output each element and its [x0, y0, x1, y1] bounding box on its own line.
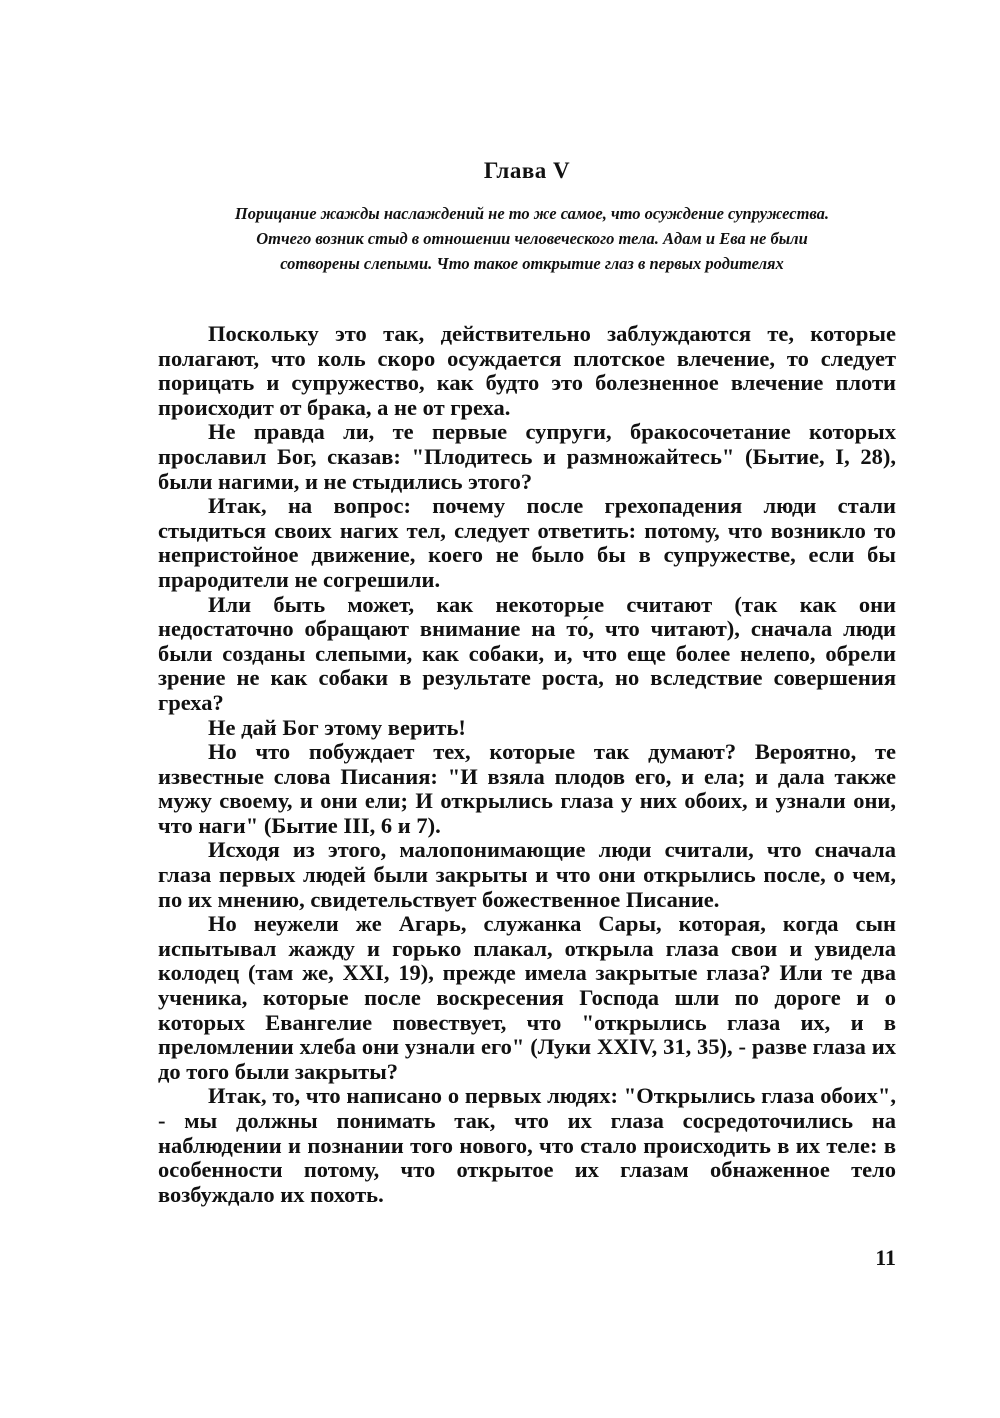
paragraph: Поскольку это так, действительно заблуждаются те, которые полагают, что коль скоро осуждается плотское влечение, то следует порицать и супружество, как будто это болезненное влечение плоти происходит от брака, а не от греха. [158, 321, 896, 420]
paragraph: Итак, на вопрос: почему после грехопадения люди стали стыдиться своих нагих тел, следует ответить: потому, что возникло то непристойное движение, коего не было бы в супружестве, если бы прародители не согрешили. [158, 493, 896, 592]
chapter-summary: Порицание жажды наслаждений не то же самое, что осуждение супружества. Отчего возник стыд в отношении человеческого тела. Адам и Ева не были сотворены слепыми. Что такое открытие глаз в первых родителях [234, 204, 830, 273]
chapter-body [158, 322, 896, 1207]
paragraph: Но что побуждает тех, которые так думают? Вероятно, те известные слова Писания: "И взяла плодов его, и ела; и дала также мужу своему, и они ели; И открылись глаза у них обоих, и узнали они, что наги" (Бытие III, 6 и 7). [158, 739, 896, 838]
chapter-title: Глава V [483, 158, 571, 183]
paragraph: Исходя из этого, малопонимающие люди считали, что сначала глаза первых людей были закрыты и что они открылись после, о чем, по их мнению, свидетельствует божественное Писание. [158, 837, 896, 912]
paragraph: Не дай Бог этому верить! [208, 714, 466, 740]
paragraph: Но неужели же Агарь, служанка Сары, которая, когда сын испытывал жажду и горько плакал, открыла глаза свои и увидела колодец (там же, XXI, 19), прежде имела закрытые глаза? Или те два ученика, которые после воскресения Господа шли по дороге и о которых Евангелие повествует, что "открылись глаза их, и в преломлении хлеба они узнали его" (Луки XXIV, 31, 35), - разве глаза их до того были закрыты? [158, 911, 896, 1084]
page-number: 11 [875, 1245, 896, 1270]
paragraph: Итак, то, что написано о первых людях: "Открылись глаза обоих", - мы должны понимать так, что их глаза сосредоточились на наблюдении и познании того нового, что стало происходить в их теле: в особенности потому, что открытое их глазам обнаженное тело возбуждало их похоть. [158, 1083, 896, 1207]
paragraph: Или быть может, как некоторые считают (так как они недостаточно обращают внимание на то́, что читают), сначала люди были созданы слепыми, как собаки, и, что еще более нелепо, обрели зрение не как собаки в результате роста, но вследствие совершения греха? [158, 591, 896, 715]
book-page [158, 0, 896, 1418]
paragraph: Не правда ли, те первые супруги, бракосочетание которых прославил Бог, сказав: "Плодитесь и размножайтесь" (Бытие, I, 28), были нагими, и не стыдились этого? [158, 419, 896, 494]
